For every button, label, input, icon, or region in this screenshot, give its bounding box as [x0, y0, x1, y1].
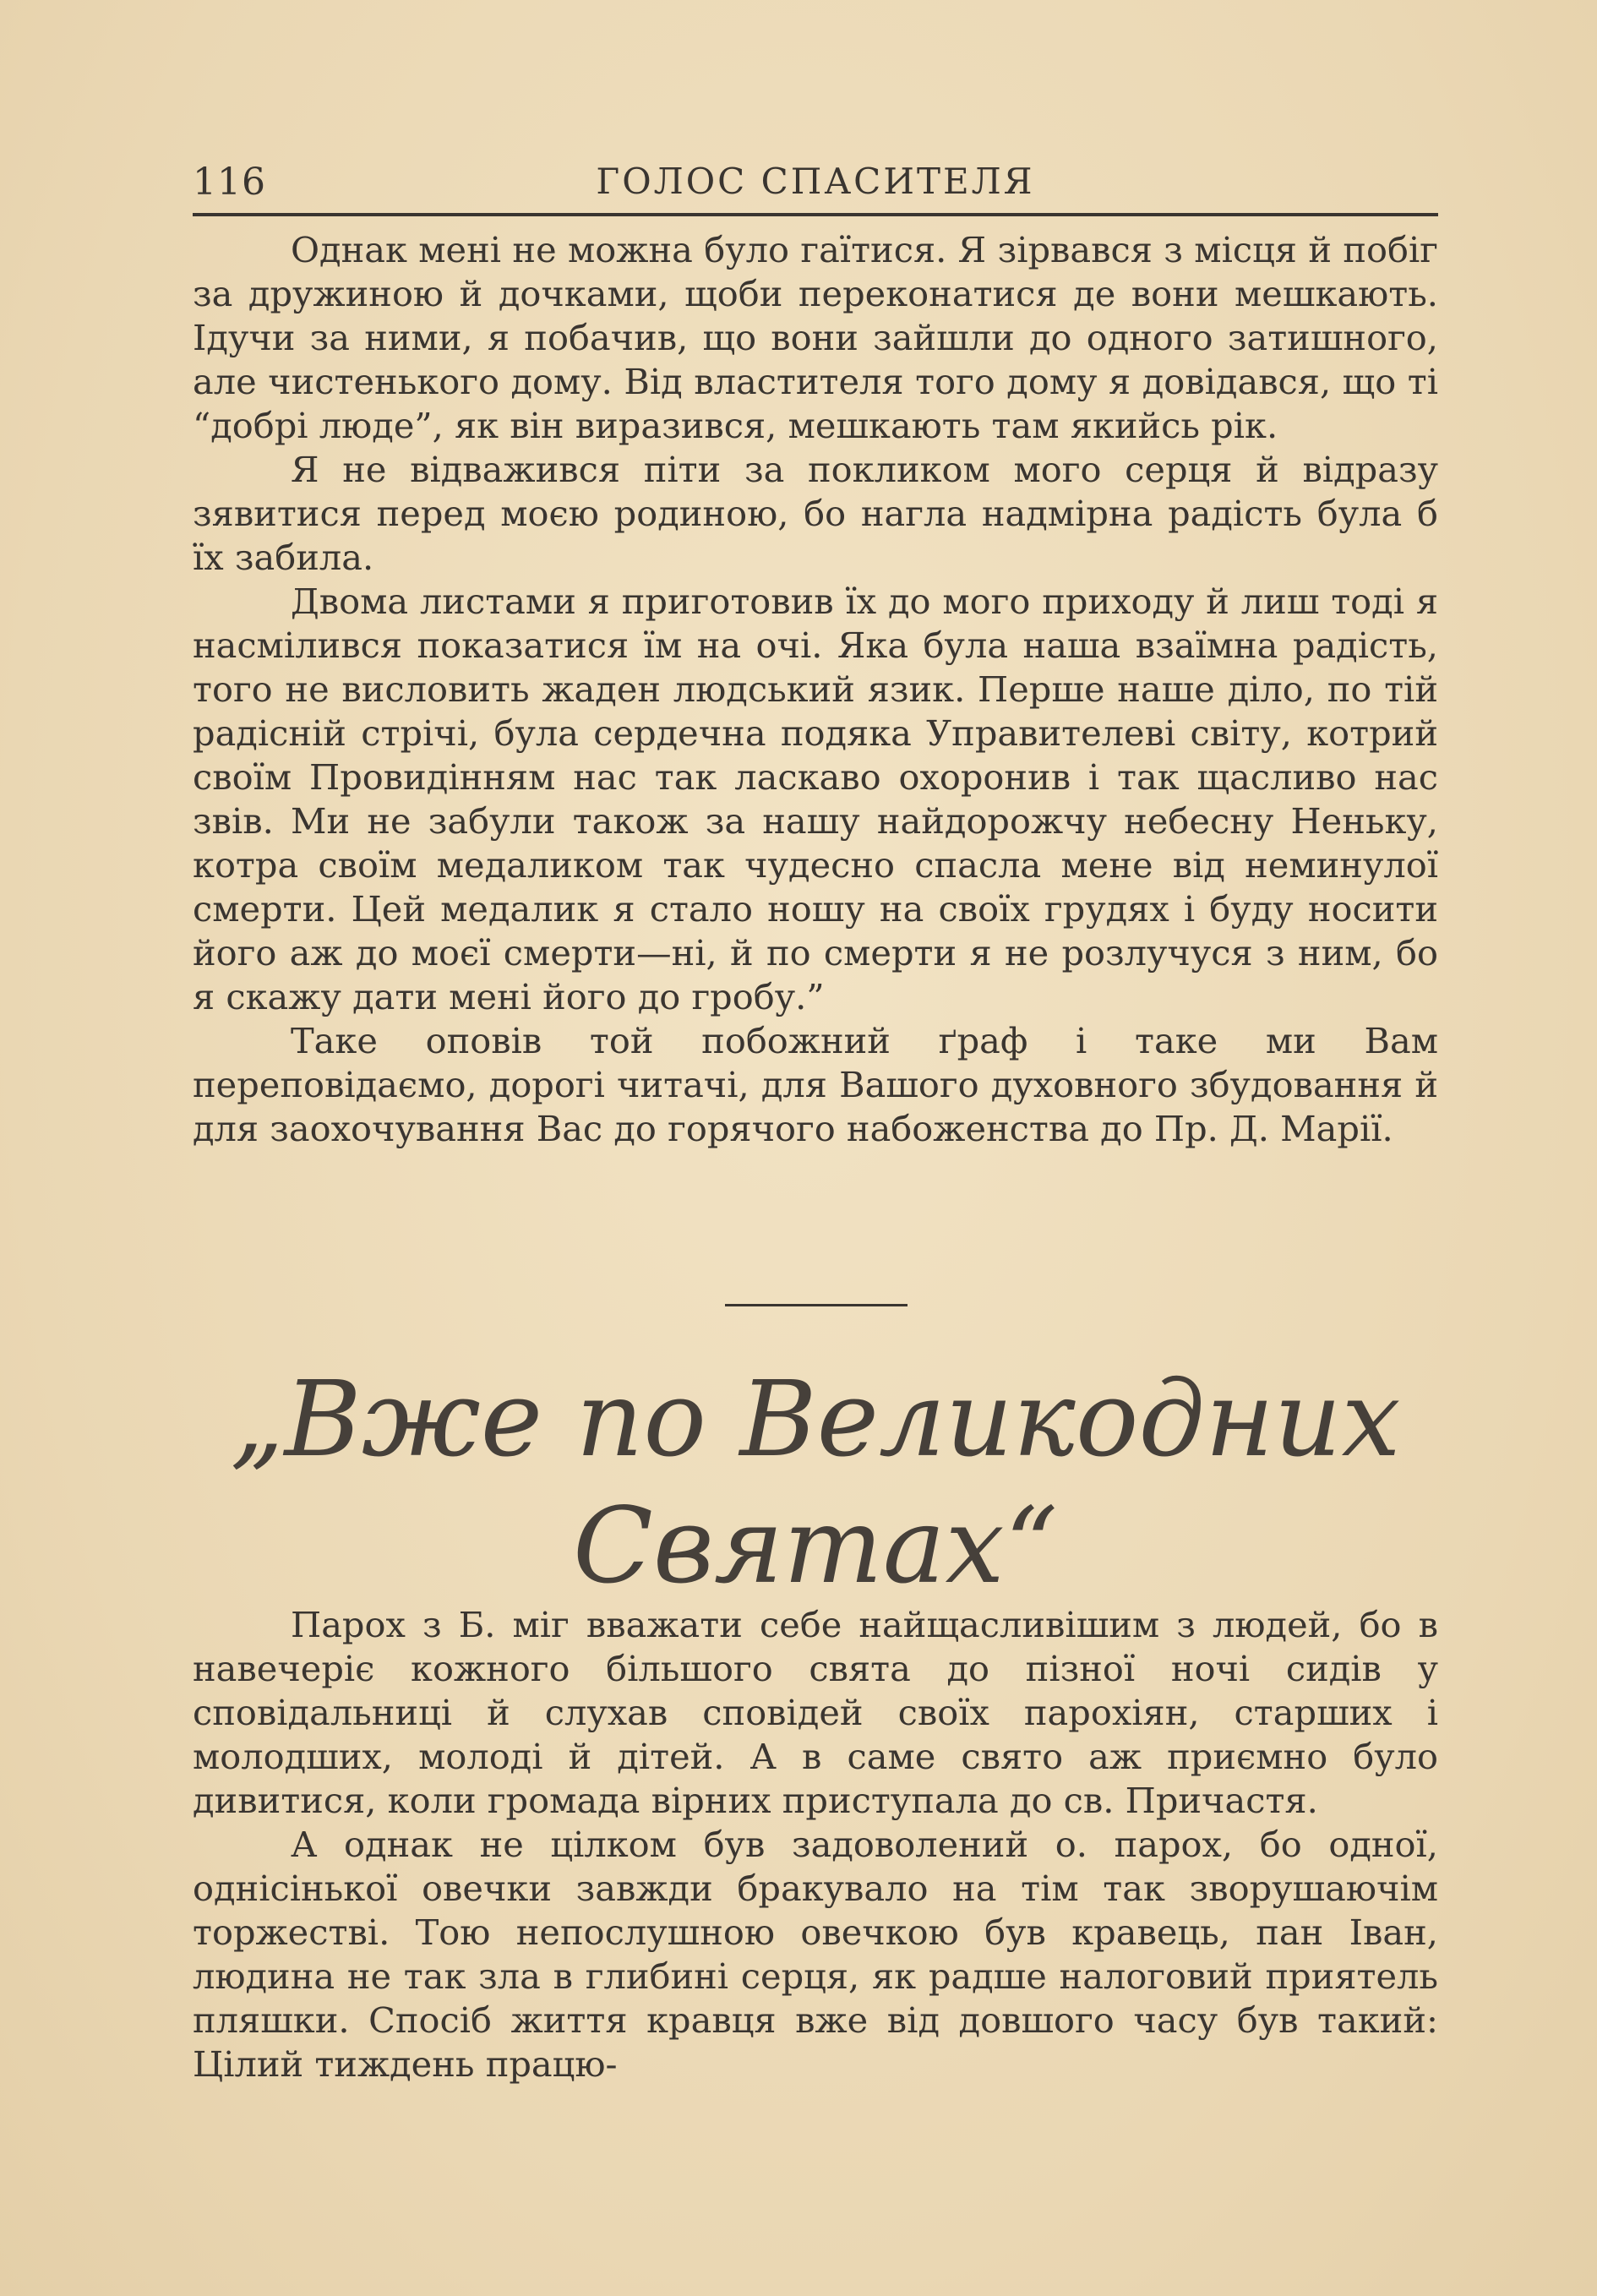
article-body: [193, 1603, 1438, 2086]
article-title-line-2: Святах“: [573, 1486, 1058, 1607]
paragraph: Однак мені не можна було гаїтися. Я зірвався з місця й побіг за дружиною й дочками, щоби переконатися де вони мешкають. Ідучи за ними, я побачив, що вони зайшли до одного затишного, але чистенького дому. Від властителя того дому я довідався, що ті “добрі люде”, як він виразився, мешкають там якийсь рік.: [193, 229, 1438, 446]
paragraph: А однак не цілком був задоволений о. парох, бо одної, однісінької овечки завжди бракувало на тім так зворушаючім торжестві. Тою непослушною овечкою був кравець, пан Іван, людина не так зла в глибині серця, як радше налоговий приятель пляшки. Спосіб життя кравця вже від довшого часу був такий: Цілий тиждень працю-: [193, 1824, 1438, 2085]
story-conclusion: [193, 228, 1438, 1151]
page-header: [193, 161, 1438, 203]
paragraph: Я не відважився піти за покликом мого серця й відразу зявитися перед моєю родиною, бо нагла надмірна радість була б їх забила.: [193, 449, 1438, 578]
header-rule: [193, 213, 1438, 216]
paragraph: Двома листами я приготовив їх до мого приходу й лиш тоді я насмілився показатися їм на очі. Яка була наша взаїмна радість, того не висловить жаден людський язик. Перше наше діло, по тій радісній стрічі, була сердечна подяка Управителеві світу, котрий своїм Провидінням нас так ласкаво охоронив і так щасливо нас звів. Ми не забули також за нашу найдорожчу небесну Неньку, котра своїм медаликом так чудесно спасла мене від неминулої смерти. Цей медалик я стало ношу на своїх грудях і буду носити його аж до моєї смерти—ні, й по смерти я не розлучуся з ним, бо я скажу дати мені його до гробу.”: [193, 581, 1438, 1017]
running-title: ГОЛОС СПАСИТЕЛЯ: [596, 161, 1035, 202]
section-divider: [725, 1304, 908, 1306]
paragraph: Таке оповів той побожний ґраф і таке ми Вам переповідаємо, дорогі читачі, для Вашого духовного збудовання й для заохочування Вас до горячого набоженства до Пр. Д. Марії.: [193, 1020, 1438, 1149]
page-number: 116: [193, 161, 266, 204]
article-title: [193, 1356, 1438, 1610]
paragraph: Парох з Б. міг вважати себе найщасливішим з людей, бо в навечеріє кожного більшого свята до пізної ночі сидів у сповідальниці й слухав сповідей своїх парохіян, старших і молодших, молоді й дітей. А в саме свято аж приємно було дивитися, коли громада вірних приступала до св. Причастя.: [193, 1604, 1438, 1821]
article-title-line-1: „Вже по Великодних: [230, 1359, 1401, 1481]
